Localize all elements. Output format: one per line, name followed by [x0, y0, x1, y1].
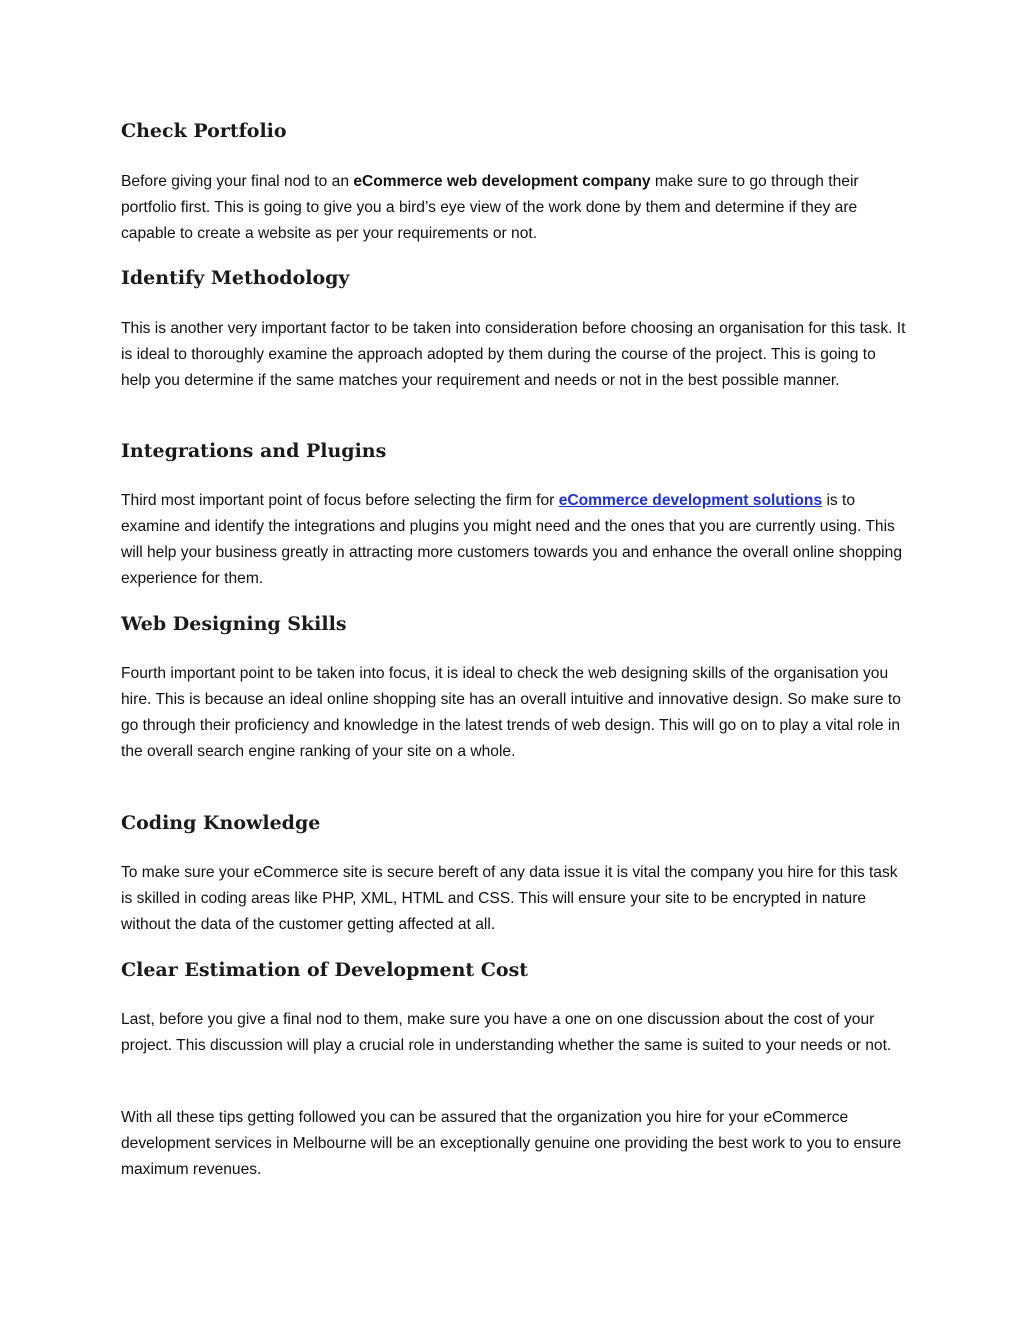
- heading-check-portfolio: Check Portfolio: [121, 120, 287, 142]
- paragraph-integrations-and-plugins: [121, 488, 906, 592]
- heading-web-designing-skills: Web Designing Skills: [121, 613, 347, 635]
- paragraph-clear-estimation: Last, before you give a final nod to them, make sure you have a one on one discussion about the cost of your project. This discussion will play a crucial role in understanding whether the same is suited to your needs or not.: [121, 1011, 892, 1054]
- heading-coding-knowledge: Coding Knowledge: [121, 812, 321, 834]
- paragraph-check-portfolio: [121, 169, 906, 247]
- paragraph-text: Before giving your final nod to an: [121, 173, 354, 190]
- paragraph-text: Third most important point of focus before selecting the firm for: [121, 492, 559, 509]
- bold-phrase-ecommerce-web-development-company: eCommerce web development company: [353, 173, 651, 190]
- paragraph-coding-knowledge: To make sure your eCommerce site is secure bereft of any data issue it is vital the company you hire for this task is skilled in coding areas like PHP, XML, HTML and CSS. This will ensure your site to be encrypted in nature without the data of the customer getting affected at all.: [121, 864, 898, 933]
- ecommerce-development-solutions-link[interactable]: eCommerce development solutions: [558, 492, 823, 509]
- paragraph-web-designing-skills: Fourth important point to be taken into focus, it is ideal to check the web designing skills of the organisation you hire. This is because an ideal online shopping site has an overall intuitive and innovative design. So make sure to go through their proficiency and knowledge in the latest trends of web design. This will go on to play a vital role in the overall search engine ranking of your site on a whole.: [121, 665, 901, 760]
- paragraph-identify-methodology: This is another very important factor to be taken into consideration before choosing an organisation for this task. It is ideal to thoroughly examine the approach adopted by them during the course of the project. This is going to help you determine if the same matches your requirement and needs or not in the best possible manner.: [121, 320, 906, 389]
- paragraph-text: is to examine and identify the integrations and plugins you might need and the ones that you are currently using. This will help your business greatly in attracting more customers towards you and enhance the overall online shopping experience for them.: [121, 492, 902, 587]
- paragraph-closing: With all these tips getting followed you can be assured that the organization you hire for your eCommerce development services in Melbourne will be an exceptionally genuine one providing the best work to you to ensure maximum revenues.: [121, 1109, 902, 1178]
- heading-integrations-and-plugins: Integrations and Plugins: [121, 440, 387, 462]
- heading-clear-estimation-of-development-cost: Clear Estimation of Development Cost: [121, 959, 529, 981]
- heading-identify-methodology: Identify Methodology: [121, 267, 350, 289]
- paragraph-text: make sure to go through their portfolio first. This is going to give you a bird’s eye view of the work done by them and determine if they are capable to create a website as per your requirements or not.: [121, 173, 859, 242]
